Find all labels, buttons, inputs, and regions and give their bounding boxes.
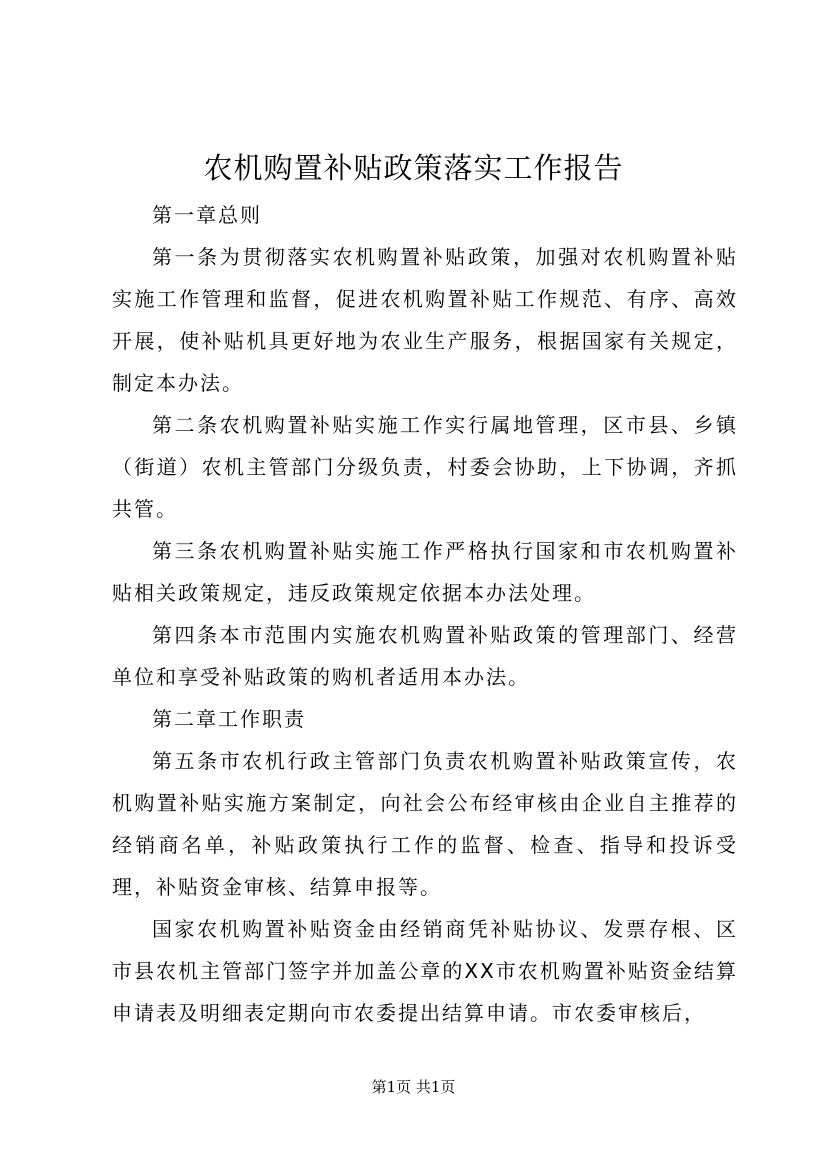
document-body (112, 194, 738, 1034)
paragraph-article-5: 第五条市农机行政主管部门负责农机购置补贴政策宣传，农机购置补贴实施方案制定，向社会公布经审核由企业自主推荐的经销商名单，补贴政策执行工作的监督、检查、指导和投诉受理，补贴资金审核、结算申报等。 (112, 749, 738, 899)
paragraph-chapter-1: 第一章总则 (152, 203, 262, 227)
paragraph-article-3: 第三条农机购置补贴实施工作严格执行国家和市农机购置补贴相关政策规定，违反政策规定依据本办法处理。 (112, 539, 738, 605)
document-title: 农机购置补贴政策落实工作报告 (203, 151, 624, 185)
paragraph-article-1: 第一条为贯彻落实农机购置补贴政策，加强对农机购置补贴实施工作管理和监督，促进农机购置补贴工作规范、有序、高效开展，使补贴机具更好地为农业生产服务，根据国家有关规定，制定本办法。 (112, 245, 738, 395)
paragraph-article-4: 第四条本市范围内实施农机购置补贴政策的管理部门、经营单位和享受补贴政策的购机者适用本办法。 (112, 623, 738, 689)
paragraph-settlement: 国家农机购置补贴资金由经销商凭补贴协议、发票存根、区市县农机主管部门签字并加盖公章的XX市农机购置补贴资金结算申请表及明细表定期向市农委提出结算申请。市农委审核后， (112, 917, 738, 1025)
page-number-footer: 第1页 共1页 (371, 1078, 456, 1096)
paragraph-chapter-2: 第二章工作职责 (152, 707, 306, 731)
paragraph-article-2: 第二条农机购置补贴实施工作实行属地管理，区市县、乡镇（街道）农机主管部门分级负责，村委会协助，上下协调，齐抓共管。 (112, 413, 738, 521)
